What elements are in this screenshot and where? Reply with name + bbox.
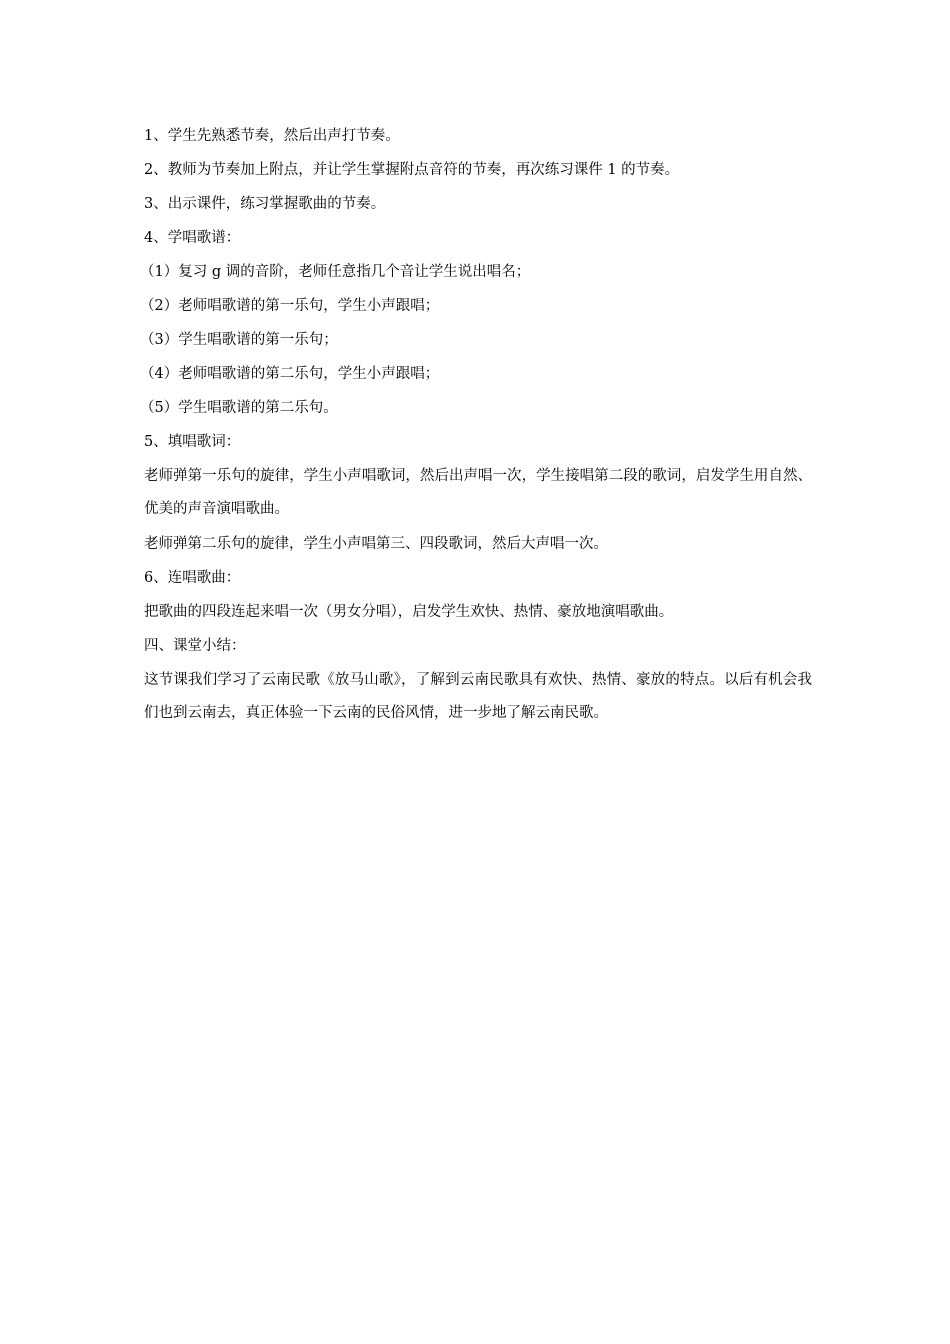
- step-2: 2、教师为节奏加上附点，并让学生掌握附点音符的节奏，再次练习课件 1 的节奏。: [144, 162, 680, 178]
- substep-5: （5）学生唱歌谱的第二乐句。: [140, 400, 338, 416]
- substep-1: （1）复习 g 调的音阶，老师任意指几个音让学生说出唱名；: [140, 264, 531, 280]
- step-3: 3、出示课件，练习掌握歌曲的节奏。: [144, 196, 386, 212]
- substep-2: （2）老师唱歌谱的第一乐句，学生小声跟唱；: [140, 298, 440, 314]
- paragraph-sing-together: 把歌曲的四段连起来唱一次（男女分唱），启发学生欢快、热情、豪放地演唱歌曲。: [144, 604, 674, 620]
- document-body: [140, 126, 812, 738]
- paragraph-second-phrase: 老师弹第二乐句的旋律，学生小声唱第三、四段歌词，然后大声唱一次。: [144, 536, 608, 552]
- summary-heading: 四、课堂小结：: [144, 638, 246, 654]
- substep-3: （3）学生唱歌谱的第一乐句；: [140, 332, 338, 348]
- substep-4: （4）老师唱歌谱的第二乐句，学生小声跟唱；: [140, 366, 440, 382]
- summary-paragraph: 这节课我们学习了云南民歌《放马山歌》，了解到云南民歌具有欢快、热情、豪放的特点。以后有机会我们也到云南去，真正体验一下云南的民俗风情，进一步地了解云南民歌。: [144, 672, 812, 721]
- paragraph-first-phrase: 老师弹第一乐句的旋律，学生小声唱歌词，然后出声唱一次，学生接唱第二段的歌词，启发学生用自然、优美的声音演唱歌曲。: [144, 468, 812, 517]
- step-5-heading: 5、填唱歌词：: [144, 434, 241, 450]
- step-6-heading: 6、连唱歌曲：: [144, 570, 241, 586]
- step-4-heading: 4、学唱歌谱：: [144, 230, 241, 246]
- step-1: 1、学生先熟悉节奏，然后出声打节奏。: [144, 128, 400, 144]
